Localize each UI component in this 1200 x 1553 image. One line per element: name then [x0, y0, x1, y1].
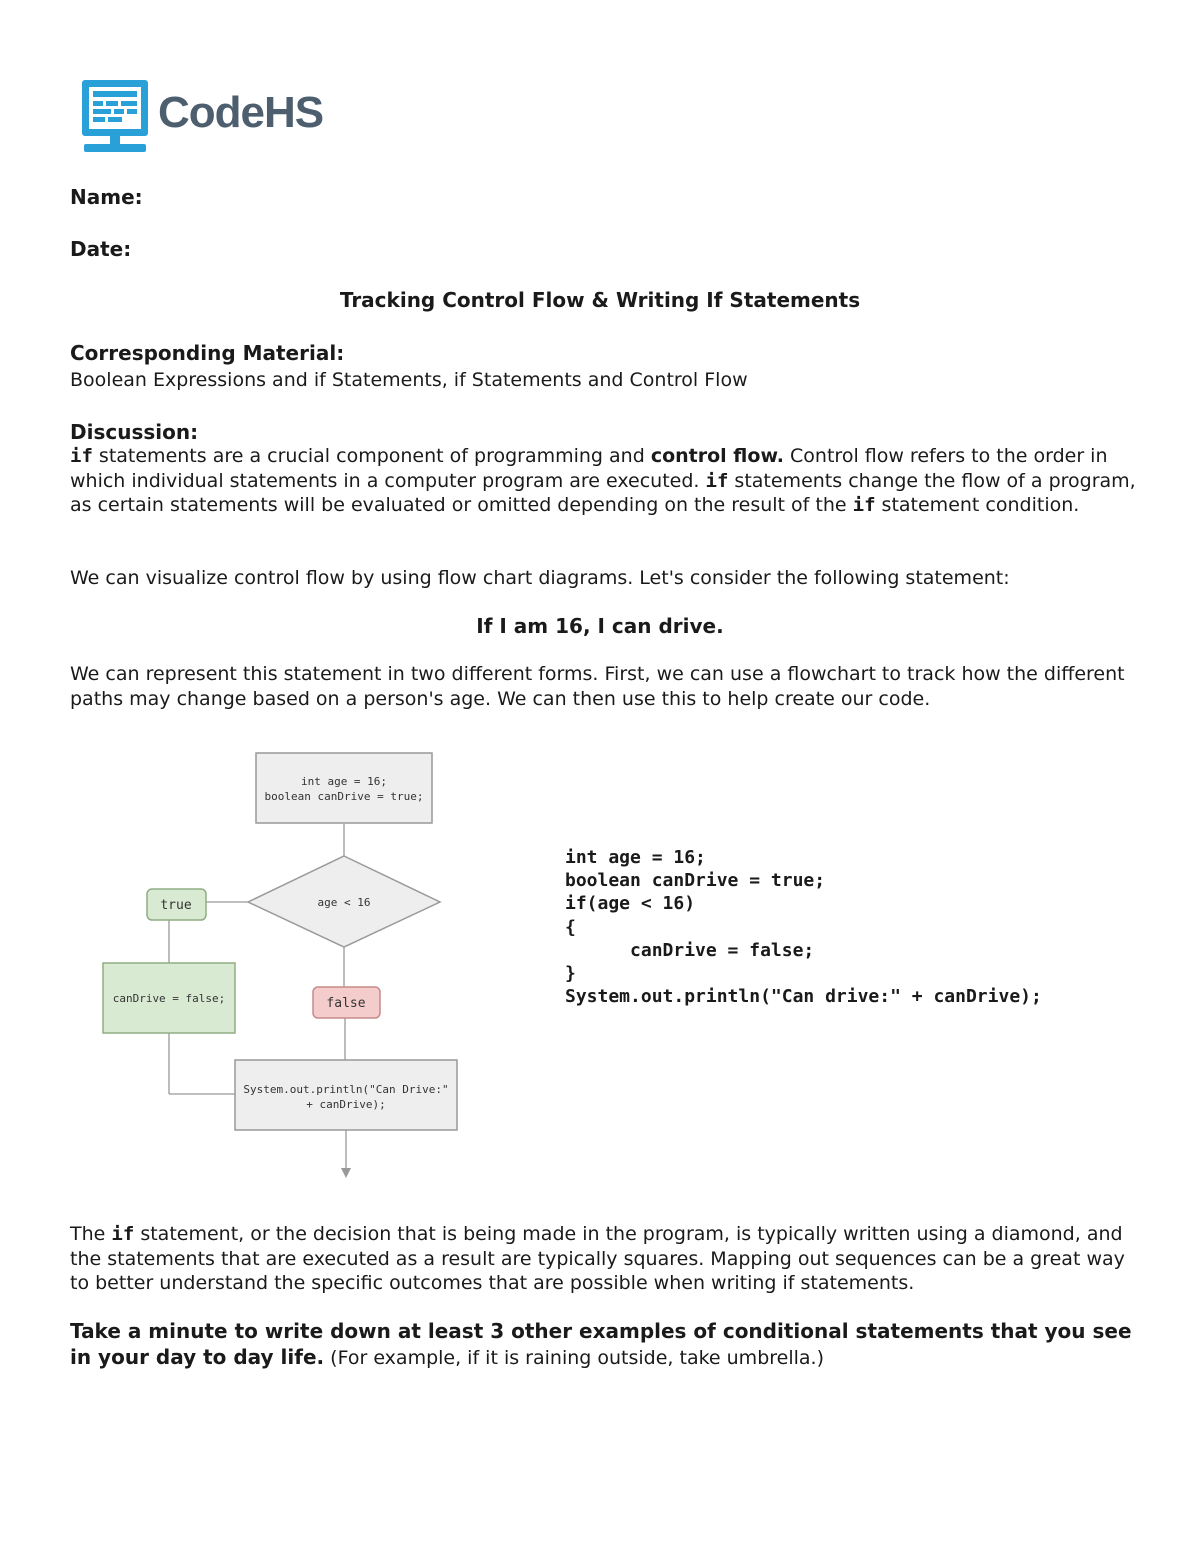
task-paragraph	[70, 1319, 1140, 1370]
true-action-text: canDrive = false;	[112, 992, 226, 1005]
name-label: Name:	[70, 185, 143, 209]
visualize-paragraph: We can visualize control flow by using flow chart diagrams. Let's consider the following statement:	[70, 567, 1010, 589]
if-keyword: if	[70, 445, 93, 467]
discussion-text-c: statements change the flow of a program, as certain statements will be evaluated or omitted depending on the result of the	[70, 469, 1136, 516]
page-title: Tracking Control Flow & Writing If Statements	[339, 288, 861, 312]
monitor-icon	[80, 78, 152, 156]
after-text-a: The	[70, 1223, 112, 1245]
start-box	[256, 753, 432, 823]
logo-wordmark: CodeHS	[158, 88, 324, 137]
example-statement: If I am 16, I can drive.	[476, 614, 724, 638]
start-line-1: int age = 16;	[300, 775, 388, 788]
corresponding-heading: Corresponding Material:	[70, 341, 345, 365]
start-line-2: boolean canDrive = true;	[264, 790, 424, 803]
code-line: {	[565, 916, 576, 938]
if-keyword: if	[705, 469, 729, 492]
flowchart	[0, 740, 560, 1190]
code-line: int age = 16;	[565, 847, 706, 868]
codehs-logo	[80, 78, 324, 158]
print-line-1: System.out.println("Can Drive:"	[243, 1083, 449, 1096]
true-label: true	[160, 898, 192, 913]
if-keyword: if	[111, 1223, 135, 1245]
control-flow-term: control flow.	[650, 445, 784, 467]
code-line: boolean canDrive = true;	[565, 870, 826, 892]
discussion-heading: Discussion:	[70, 420, 199, 444]
code-line: canDrive = false;	[565, 939, 815, 961]
task-instruction: Take a minute to write down at least 3 other examples of conditional statements that you see in your day to day life.	[70, 1319, 1132, 1369]
code-listing	[565, 846, 1042, 1008]
arrow-down-icon	[341, 1168, 351, 1178]
code-line: if(age < 16)	[565, 893, 696, 915]
discussion-text-a: statements are a crucial component of programming and	[92, 445, 651, 467]
decision-label: age < 16	[317, 896, 371, 909]
discussion-text-d: statement condition.	[875, 494, 1080, 516]
represent-paragraph: We can represent this statement in two different forms. First, we can use a flowchart to track how the different paths may change based on a person's age. We can then use this to help create our code.	[70, 663, 1125, 710]
code-line: }	[565, 963, 576, 985]
corresponding-text: Boolean Expressions and if Statements, if Statements and Control Flow	[70, 369, 748, 391]
print-line-2: + canDrive);	[306, 1098, 386, 1111]
false-label: false	[326, 996, 366, 1011]
discussion-text-b: Control flow refers to the order in which individual statements in a computer program are executed.	[70, 445, 1108, 492]
task-example: (For example, if it is raining outside, take umbrella.)	[324, 1346, 824, 1369]
discussion-paragraph	[70, 444, 1140, 518]
after-text-b: statement, or the decision that is being made in the program, is typically written using a diamond, and the statements that are executed as a result are typically squares. Mapping out sequences can be a great way to better understand the specific outcomes that are possible when writing if statements.	[70, 1223, 1125, 1294]
code-line: System.out.println("Can drive:" + canDrive);	[565, 986, 1042, 1008]
date-label: Date:	[70, 237, 132, 261]
after-paragraph	[70, 1222, 1140, 1296]
if-keyword: if	[852, 494, 876, 516]
